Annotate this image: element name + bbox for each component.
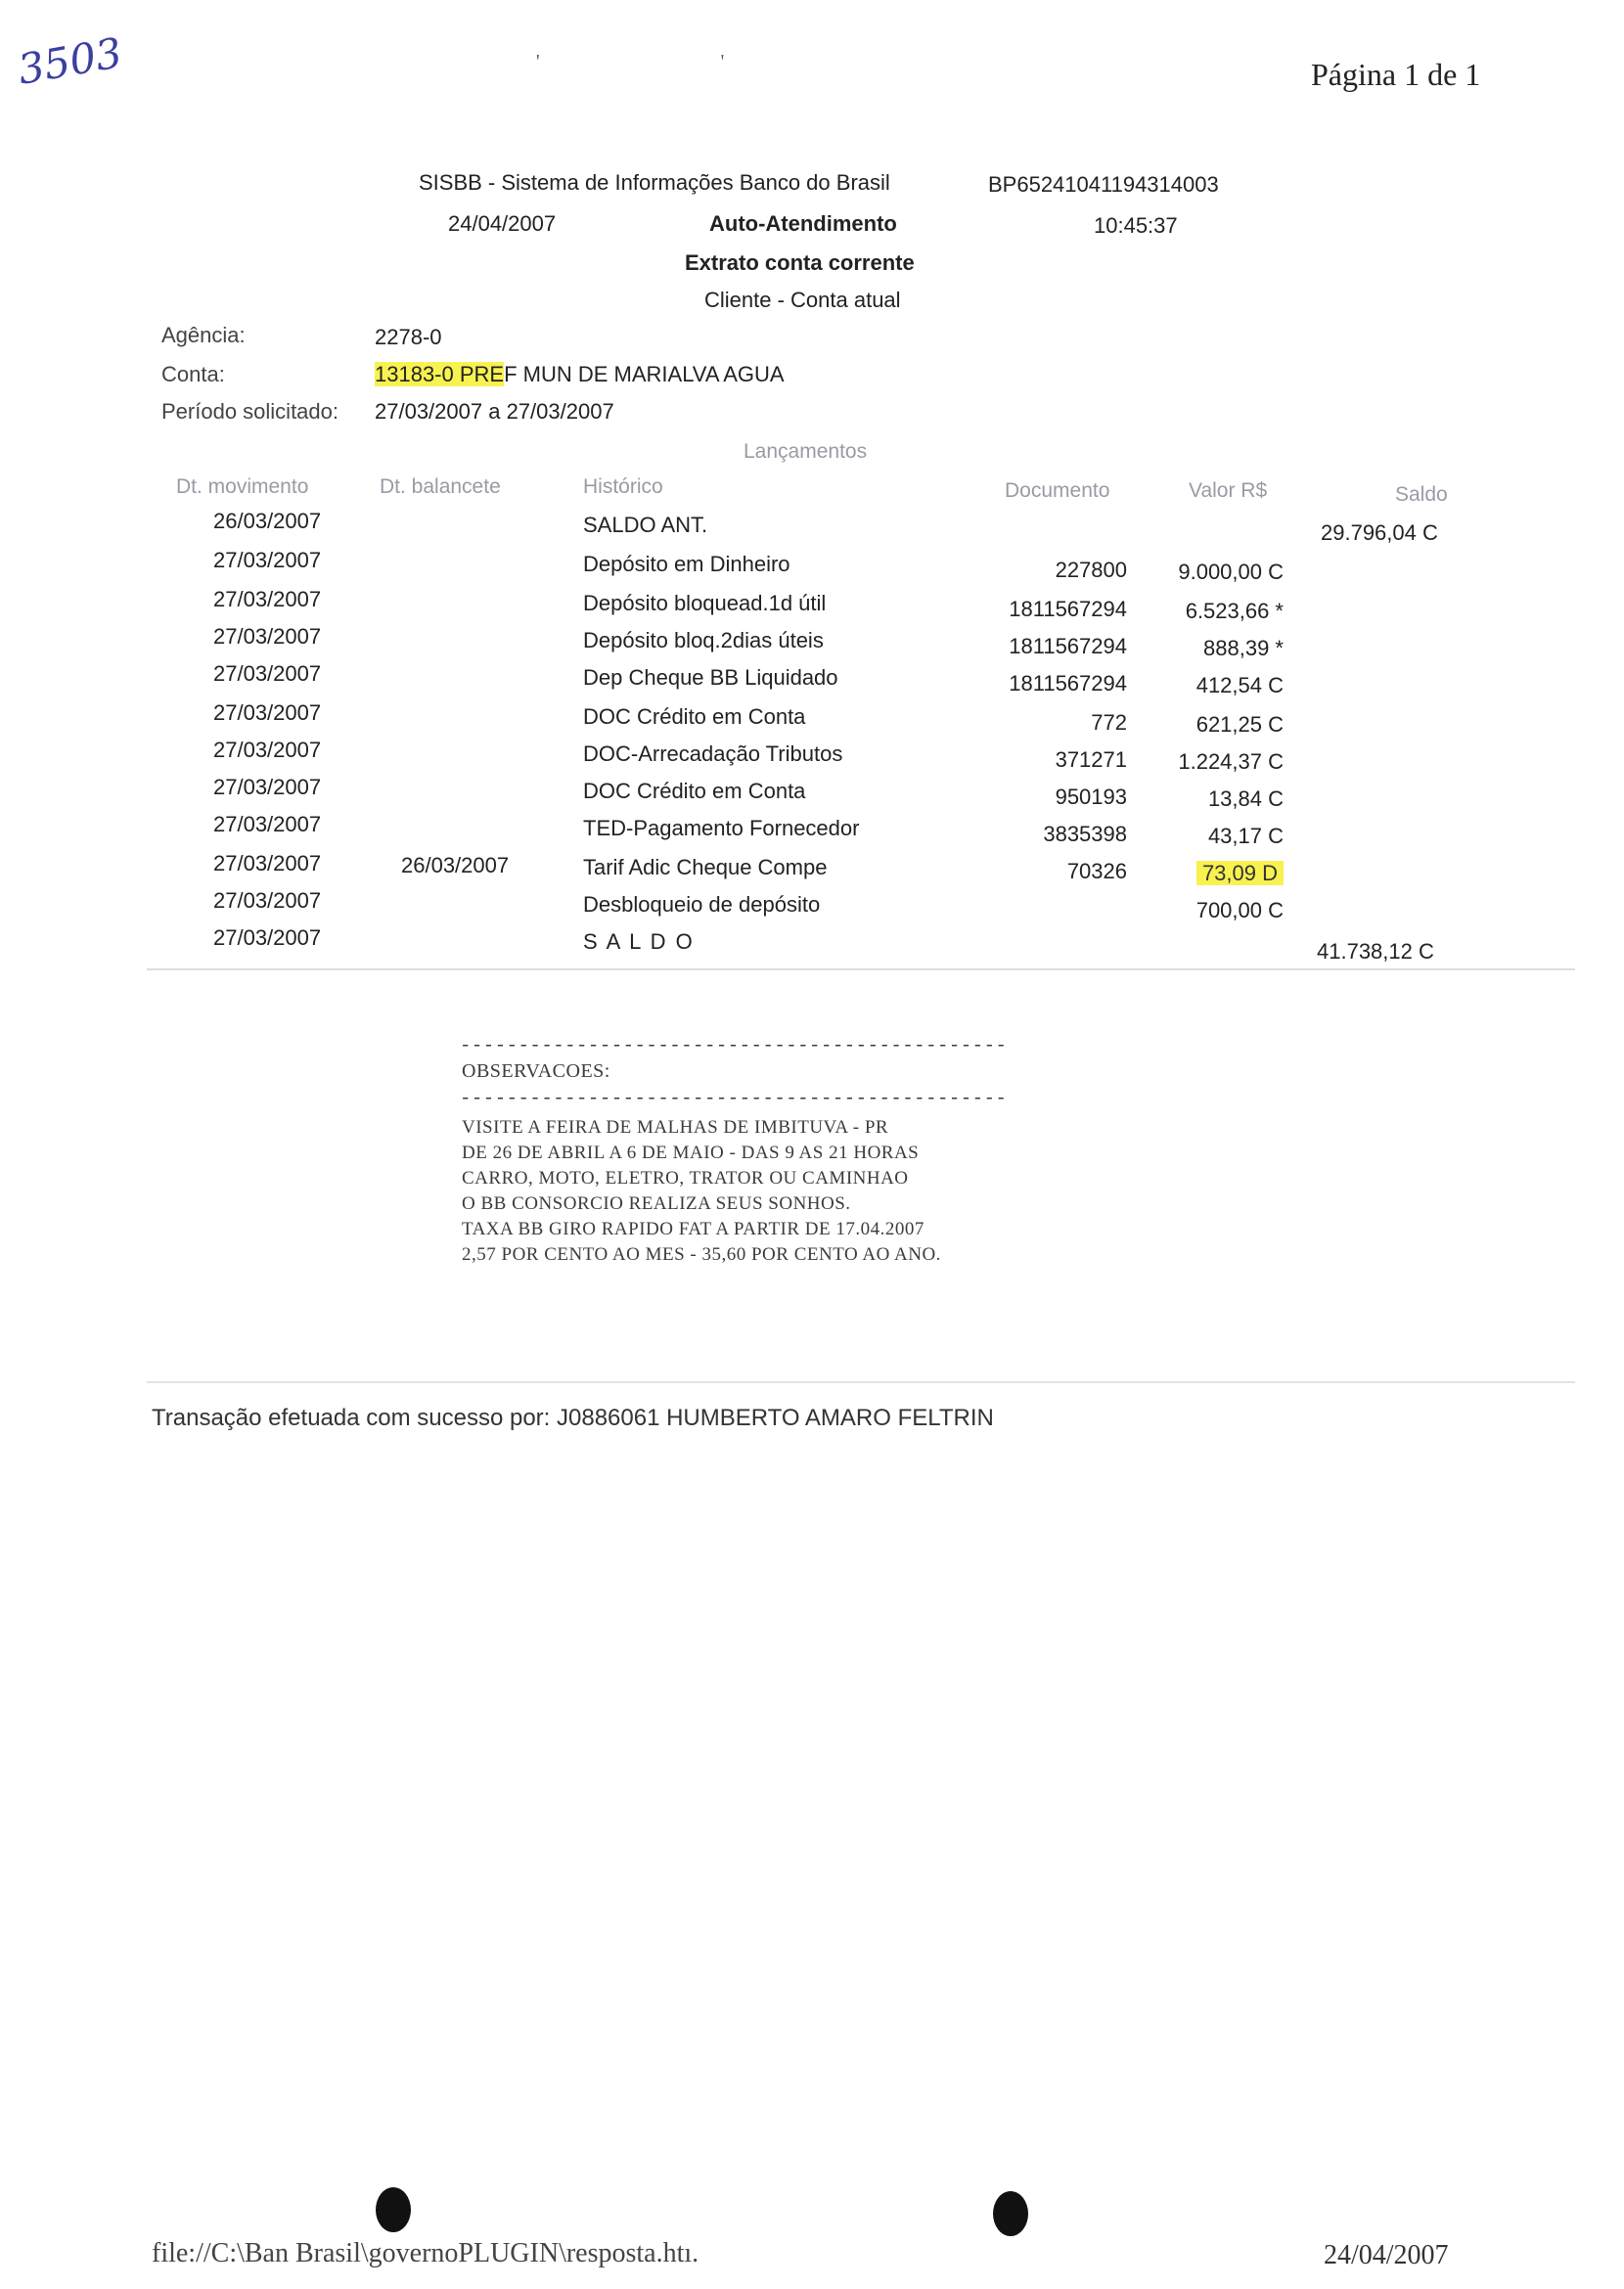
cell-historico: Depósito bloquead.1d útil [583, 591, 827, 615]
cell-dt-movimento: 27/03/2007 [213, 624, 322, 649]
cell-documento: 70326 [1066, 859, 1127, 883]
cell-valor: 621,25 C [1195, 712, 1284, 737]
transaction-confirmation: Transação efetuada com sucesso por: J0886061 HUMBERTO AMARO FELTRIN [152, 1405, 994, 1431]
highlighted-value: 73,09 D [1196, 861, 1284, 885]
cell-historico: S A L D O [583, 929, 695, 954]
cell-historico: Depósito em Dinheiro [583, 552, 790, 576]
footer-rule [147, 1381, 1575, 1383]
observation-line: CARRO, MOTO, ELETRO, TRATOR OU CAMINHAO [462, 1168, 909, 1189]
cell-historico: DOC-Arrecadação Tributos [583, 741, 843, 766]
agencia-label: Agência: [161, 323, 246, 347]
cell-documento: 1811567294 [1009, 671, 1127, 696]
cell-dt-movimento: 27/03/2007 [213, 888, 322, 913]
col-dt-balancete: Dt. balancete [380, 475, 501, 498]
col-dt-movimento: Dt. movimento [176, 475, 309, 498]
agencia-value: 2278-0 [375, 325, 442, 349]
cell-historico: TED-Pagamento Fornecedor [583, 816, 860, 840]
col-saldo: Saldo [1395, 483, 1448, 506]
table-bottom-rule [147, 968, 1575, 970]
col-historico: Histórico [583, 475, 663, 498]
cell-historico: Depósito bloq.2dias úteis [583, 628, 824, 652]
cell-dt-movimento: 27/03/2007 [213, 775, 322, 799]
conta-value [375, 362, 785, 387]
cell-documento: 3835398 [1043, 822, 1127, 846]
section-title: Lançamentos [744, 440, 868, 463]
punch-hole [376, 2187, 411, 2232]
cell-valor: 888,39 * [1203, 636, 1284, 660]
service-name: Auto-Atendimento [709, 211, 897, 236]
cell-dt-balancete: 26/03/2007 [401, 853, 510, 877]
scan-tick-marks: ' ' [536, 51, 813, 72]
cell-dt-movimento: 27/03/2007 [213, 700, 322, 725]
col-documento: Documento [1005, 479, 1110, 502]
observations-separator-bottom: ----------------------------------------------- [460, 1088, 1008, 1109]
file-path: file://C:\Ban Brasil\governoPLUGIN\resposta.htı. [152, 2238, 699, 2268]
cell-documento: 1811567294 [1009, 597, 1127, 621]
cell-historico: Desbloqueio de depósito [583, 892, 821, 917]
observations-title: OBSERVACOES: [462, 1060, 610, 1082]
cell-dt-movimento: 27/03/2007 [213, 587, 322, 611]
cell-dt-movimento: 27/03/2007 [213, 548, 322, 572]
conta-name: F MUN DE MARIALVA AGUA [504, 362, 785, 386]
cell-historico: Dep Cheque BB Liquidado [583, 665, 838, 690]
cell-valor [1196, 861, 1284, 886]
periodo-label: Período solicitado: [161, 399, 338, 424]
print-date: 24/04/2007 [1324, 2240, 1449, 2270]
observation-line: 2,57 POR CENTO AO MES - 35,60 POR CENTO AO ANO. [462, 1244, 941, 1265]
observation-line: DE 26 DE ABRIL A 6 DE MAIO - DAS 9 AS 21 HORAS [462, 1143, 920, 1163]
cell-dt-movimento: 27/03/2007 [213, 925, 322, 950]
cell-valor: 9.000,00 C [1178, 560, 1284, 584]
observations-separator-top: ----------------------------------------------- [460, 1035, 1008, 1056]
cell-valor: 412,54 C [1195, 673, 1284, 697]
cell-saldo: 41.738,12 C [1317, 939, 1434, 964]
cell-documento: 772 [1091, 710, 1127, 735]
conta-label: Conta: [161, 362, 225, 386]
periodo-value: 27/03/2007 a 27/03/2007 [375, 399, 614, 424]
cell-dt-movimento: 27/03/2007 [213, 738, 322, 762]
cell-historico: SALDO ANT. [583, 513, 708, 537]
cell-valor: 700,00 C [1195, 898, 1284, 922]
page-number: Página 1 de 1 [1311, 57, 1481, 92]
cell-dt-movimento: 26/03/2007 [213, 509, 322, 533]
cell-documento: 371271 [1055, 747, 1127, 772]
cell-historico: DOC Crédito em Conta [583, 779, 806, 803]
cell-dt-movimento: 27/03/2007 [213, 812, 322, 836]
cell-valor: 13,84 C [1207, 786, 1284, 811]
conta-highlight: 13183-0 PRE [375, 362, 505, 386]
document-subtitle: Cliente - Conta atual [704, 288, 901, 312]
cell-documento: 227800 [1055, 558, 1127, 582]
document-title: Extrato conta corrente [685, 250, 915, 275]
cell-dt-movimento: 27/03/2007 [213, 851, 322, 875]
cell-valor: 6.523,66 * [1185, 599, 1284, 623]
cell-documento: 950193 [1055, 785, 1127, 809]
cell-historico: Tarif Adic Cheque Compe [583, 855, 828, 879]
cell-valor: 1.224,37 C [1178, 749, 1284, 774]
transaction-code: BP65241041194314003 [988, 172, 1219, 197]
cell-valor: 43,17 C [1207, 824, 1284, 848]
cell-saldo: 29.796,04 C [1321, 520, 1438, 545]
header-time: 10:45:37 [1094, 213, 1178, 238]
col-valor: Valor R$ [1189, 479, 1268, 502]
cell-documento: 1811567294 [1009, 634, 1127, 658]
system-name: SISBB - Sistema de Informações Banco do Brasil [419, 170, 890, 195]
observation-line: O BB CONSORCIO REALIZA SEUS SONHOS. [462, 1193, 851, 1214]
handwritten-annotation: 3503 [14, 28, 126, 94]
cell-historico: DOC Crédito em Conta [583, 704, 806, 729]
observation-line: TAXA BB GIRO RAPIDO FAT A PARTIR DE 17.04.2007 [462, 1219, 925, 1239]
header-date: 24/04/2007 [448, 211, 557, 236]
observation-line: VISITE A FEIRA DE MALHAS DE IMBITUVA - PR [462, 1117, 889, 1138]
cell-dt-movimento: 27/03/2007 [213, 661, 322, 686]
punch-hole [993, 2191, 1028, 2236]
